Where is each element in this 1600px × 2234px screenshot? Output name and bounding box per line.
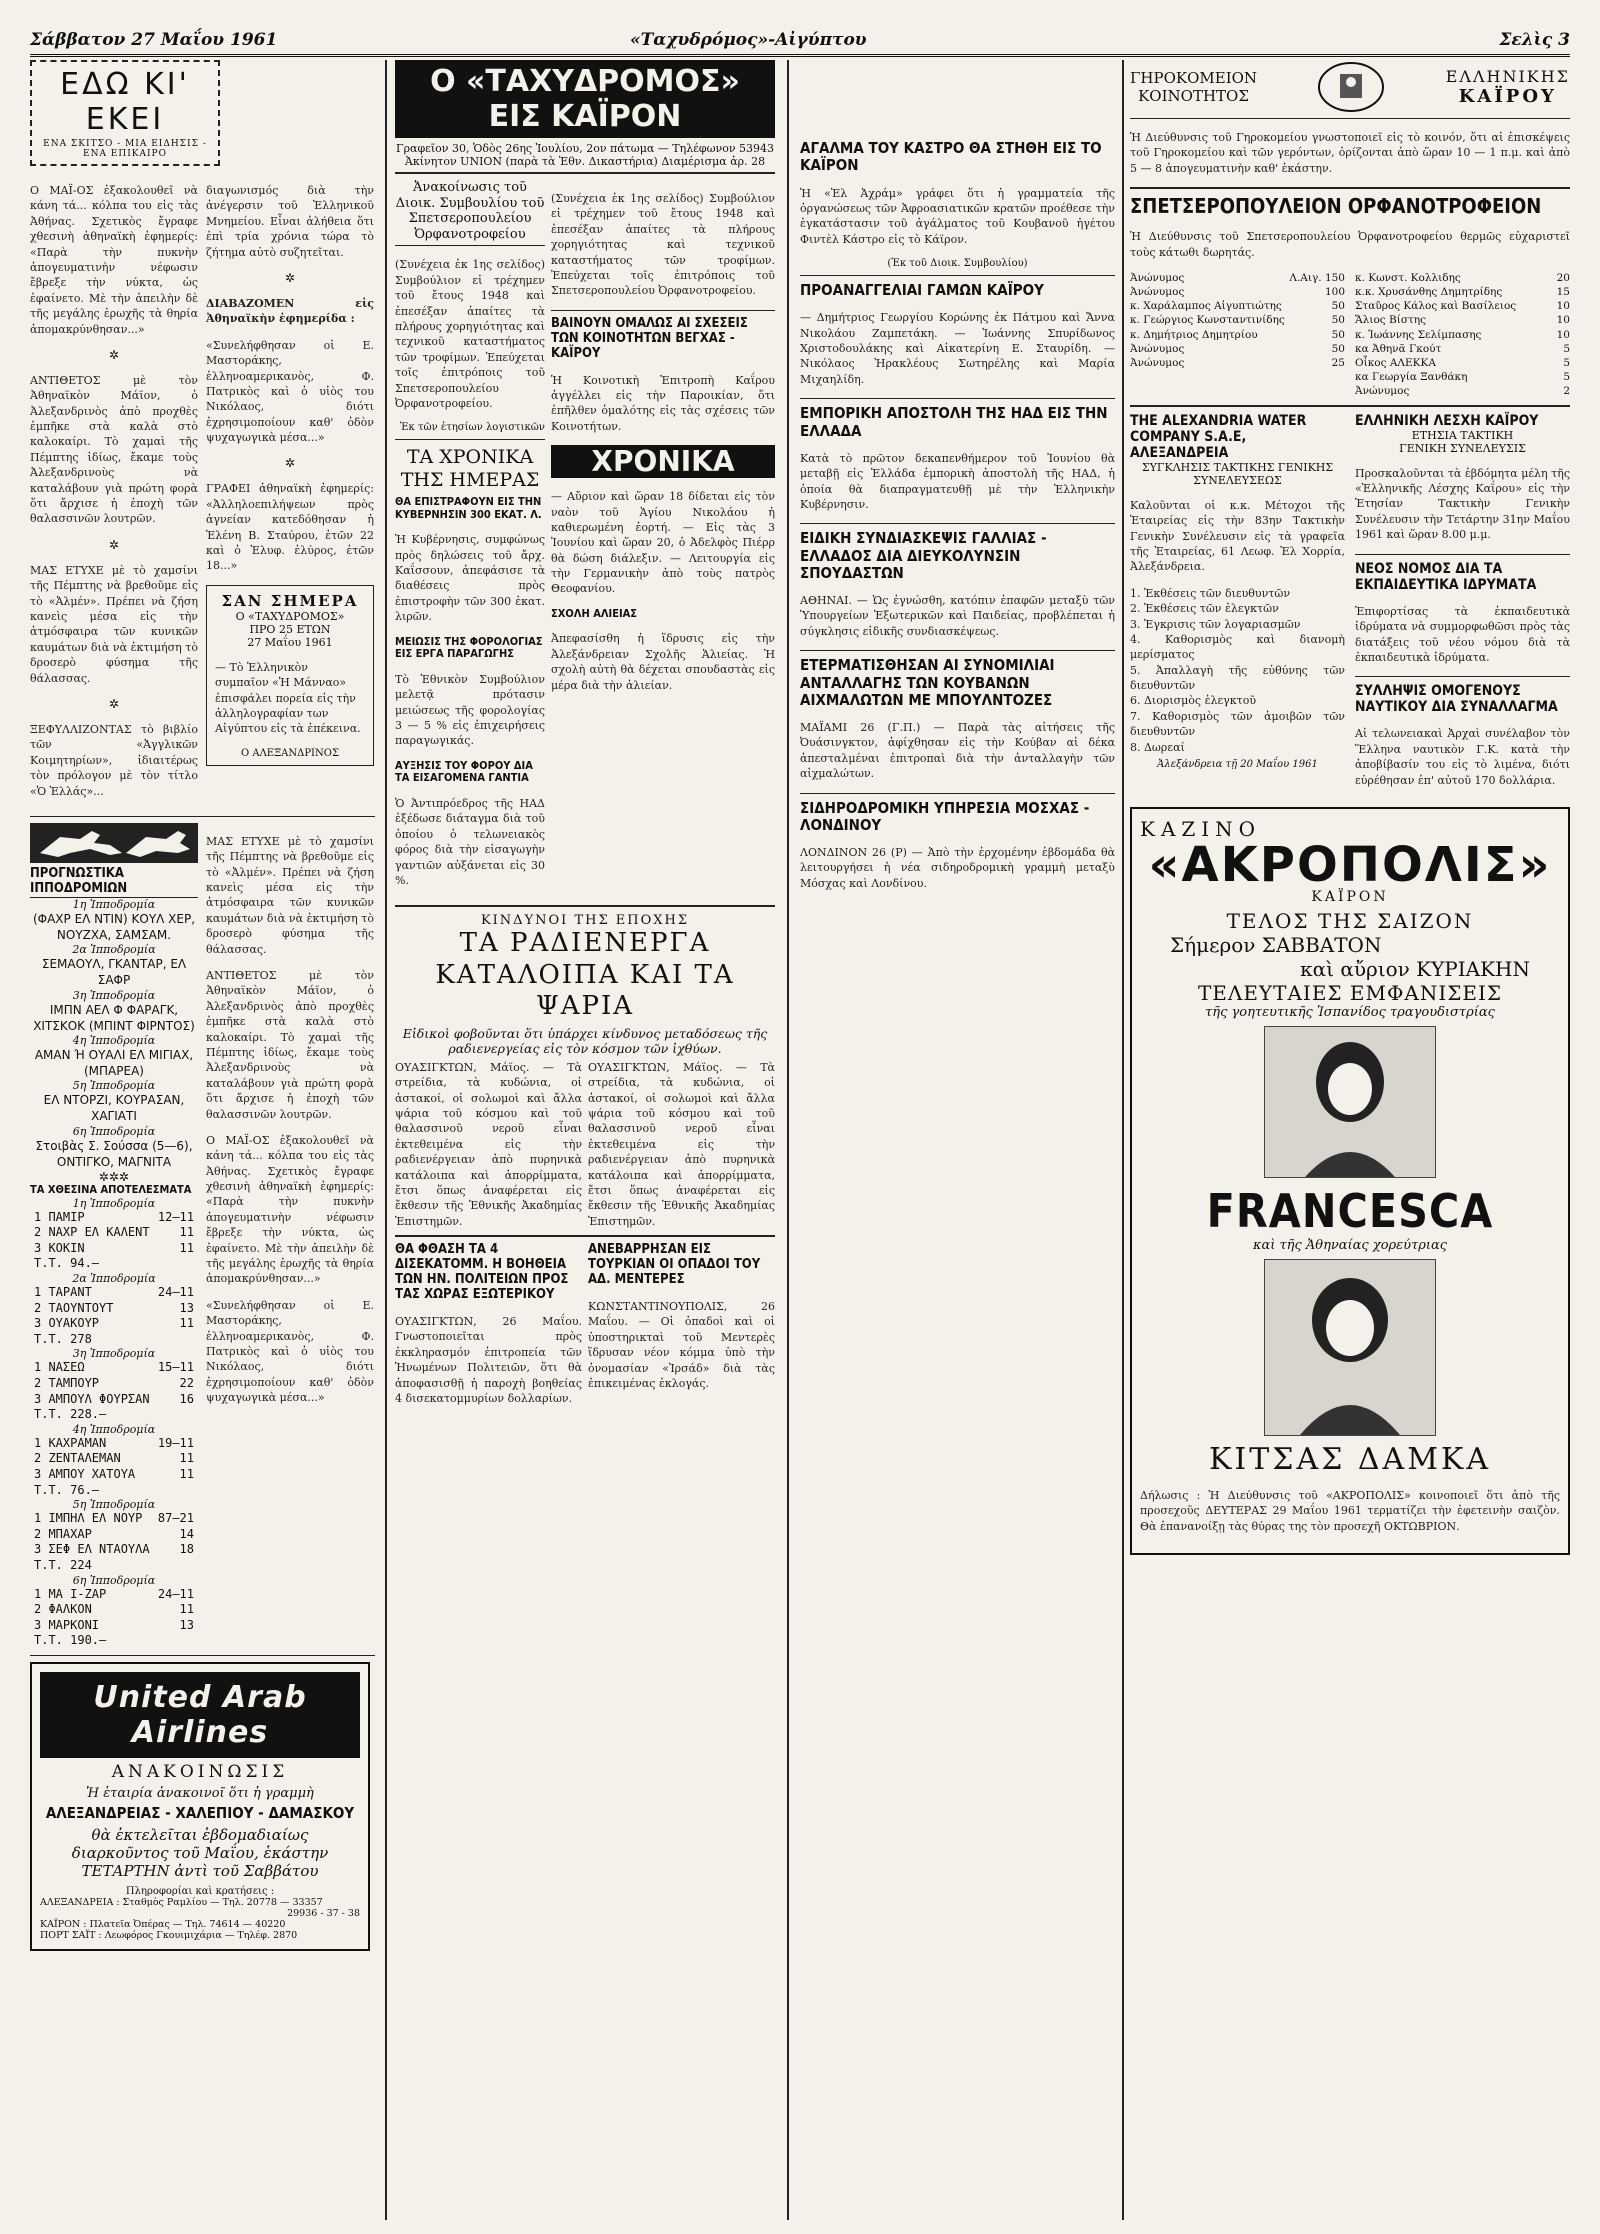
- notice-body: Προσκαλοῦνται τὰ ἐβδόμητα μέλη τῆς «Ἑλληνικῆς Λέσχης Καΐρου» εἰς τὴν Ἐτησίαν Τακτικὴν Γενικὴν Συνέλευσιν τὴν Τετάρτην 31ην Μαΐου 1961 καὶ ὥραν 8.00 μ.μ.: [1355, 466, 1570, 542]
- article-deck: Εἰδικοὶ φοβοῦνται ὅτι ὑπάρχει κίνδυνος μεταδόσεως τῆς ραδιενεργείας εἰς τὸν κόσμον τῶν ἰχθύων.: [402, 1025, 768, 1056]
- article-headline: ΒΑΙΝΟΥΝ ΟΜΑΛΩΣ ΑΙ ΣΧΕΣΕΙΣ ΤΩΝ ΚΟΙΝΟΤΗΤΩΝ ΒΕΓΧΑΣ - ΚΑΪΡΟΥ: [551, 315, 748, 361]
- donor-name: κ.κ. Χρυσάνθης Δημητρίδης: [1355, 286, 1503, 299]
- article-headline: ΕΜΠΟΡΙΚΗ ΑΠΟΣΤΟΛΗ ΤΗΣ ΗΑΔ ΕΙΣ ΤΗΝ ΕΛΛΑΔΑ: [800, 404, 1108, 440]
- result-row: [30, 1527, 198, 1543]
- column-divider: [787, 60, 789, 2220]
- result-odds: 19—11: [157, 1435, 194, 1450]
- result-horse: 2 ΦΑΛΚΟΝ: [34, 1602, 92, 1617]
- donor-name: Ἀνώνυμος: [1130, 342, 1185, 355]
- result-row: [30, 1285, 198, 1301]
- result-row: [30, 1256, 198, 1272]
- singer-photo: [1264, 1026, 1436, 1178]
- article-paragraph: «Συνελήφθησαν οἱ Ε. Μαστοράκης, ἑλληνοαμερικανὸς, Φ. Πατρικὸς καὶ ὁ υἱὸς του Νικόλαος, διότι ἐχρησιμοποίουν καθ' ὁδὸν ψυχαγωγικὰ μέσα...»: [206, 1298, 374, 1405]
- casino-city: ΚΑΪΡΟΝ: [1311, 889, 1389, 906]
- donation-row: [1355, 285, 1570, 299]
- result-row: [30, 1436, 198, 1452]
- donation-amount: 5: [1563, 356, 1570, 369]
- result-odds: 13: [179, 1617, 194, 1632]
- agenda-item: 7. Καθορισμὸς τῶν ἀμοιβῶν τῶν διευθυντῶν: [1130, 709, 1345, 739]
- result-row: [30, 1467, 198, 1483]
- water-company-notice: [1130, 413, 1345, 800]
- ad-route: ΑΛΕΞΑΝΔΡΕΙΑΣ - ΧΑΛΕΠΙΟΥ - ΔΑΜΑΣΚΟΥ: [45, 1803, 355, 1822]
- donation-amount: 5: [1563, 342, 1570, 355]
- race-results: [30, 1197, 198, 1649]
- agenda-item: 4. Καθορισμὸς καὶ διανομὴ μερίσματος: [1130, 632, 1345, 662]
- separator-star: ✲: [108, 537, 120, 552]
- result-odds: 87—21: [157, 1511, 194, 1526]
- result-horse: Τ.Τ. 190.—: [34, 1633, 107, 1648]
- ad-line: καὶ αὔριον ΚΥΡΙΑΚΗΝ: [1300, 957, 1530, 982]
- edo-ki-ekei-box: [30, 60, 220, 166]
- news-headline: ΜΕΙΩΣΙΣ ΤΗΣ ΦΟΡΟΛΟΓΙΑΣ ΕΙΣ ΕΡΓΑ ΠΑΡΑΓΩΓΗΣ: [395, 634, 543, 661]
- result-horse: 2 ΜΠΑΧΑΡ: [34, 1526, 92, 1541]
- newspaper-name: «Ταχυδρόμος»-Αἰγύπτου: [630, 30, 867, 50]
- news-headline: ΑΥΞΗΣΙΣ ΤΟΥ ΦΟΡΟΥ ΔΙΑ ΤΑ ΕΙΣΑΓΟΜΕΝΑ ΓΑΝΤΙΑ: [395, 758, 533, 785]
- donation-row: [1130, 271, 1345, 285]
- article-paragraph: ΓΡΑΦΕΙ ἀθηναϊκὴ ἐφημερίς: «Ἀλληλοεπιλήψεων πρὸς ἀγνείαν κατεδόθησαν ἡ Ἑλένη Β. Σταύρου, ἐτῶν 22 καὶ ὁ Ἐλυφ. ἐλύρος, ἐτῶν 18...»: [206, 482, 374, 573]
- ad-subtitle: ΑΝΑΚΟΙΝΩΣΙΣ: [111, 1761, 289, 1782]
- section-subtitle: ΕΝΑ ΣΚΙΤΣΟ - ΜΙΑ ΕΙΔΗΣΙΣ - ΕΝΑ ΕΠΙΚΑΙΡΟ: [43, 139, 207, 159]
- agenda-item: 5. Ἀπαλλαγὴ τῆς εὐθύνης τῶν διευθυντῶν: [1130, 663, 1345, 693]
- news-body: Ἀπεφασίσθη ἡ ἵδρυσις εἰς τὴν Ἀλεξάνδρειαν Σχολῆς Ἁλιείας. Ἡ σχολὴ αὐτὴ θὰ δέχεται σπουδαστὰς εἰς μέρα διὰ τὴν ἀλιείαν.: [551, 632, 775, 692]
- article-body: ΛΟΝΔΙΝΟΝ 26 (Ρ) — Ἀπὸ τὴν ἐρχομένην ἑβδομάδα θὰ λειτουργήσει ἡ νέα σιδηροδρομικὴ γραμμὴ μεταξὺ Μόσχας καὶ Λονδίνου.: [800, 846, 1115, 890]
- agenda-item: 2. Ἐκθέσεις τῶν ἐλεγκτῶν: [1130, 602, 1279, 616]
- result-row: [30, 1376, 198, 1392]
- article-headline: ΑΓΑΛΜΑ ΤΟΥ ΚΑΣΤΡΟ ΘΑ ΣΤΗΘΗ ΕΙΣ ΤΟ ΚΑΪΡΟΝ: [800, 139, 1102, 175]
- race-prediction: ΑΜΑΝ Ή ΟΥΑΛΙ ΕΛ ΜΙΓΙΑΧ, (ΜΠΑΡΕΑ): [34, 1047, 194, 1079]
- donation-amount: 100: [1324, 286, 1345, 299]
- notice-headline: THE ALEXANDRIA WATER COMPANY S.A.E, ΑΛΕΞΑΝΔΡΕΙΑ: [1130, 412, 1307, 461]
- article-headline: ΤΑ ΡΑΔΙΕΝΕΡΓΑ ΚΑΤΑΛΟΙΠΑ ΚΑΙ ΤΑ ΨΑΡΙΑ: [435, 928, 735, 1021]
- notice-subhead: ΕΤΗΣΙΑ ΤΑΚΤΙΚΗ: [1411, 428, 1514, 442]
- dancer-photo: [1264, 1259, 1436, 1436]
- divider: [30, 816, 375, 817]
- article-paragraph: Ο ΜΑΪ-ΟΣ ἐξακολουθεῖ νὰ κάνη τά... κόλπα του εἰς τὰς Ἀθήνας. Σχετικὸς ἔγραφε χθεσινὴ ἀθηναϊκὴ ἐφημερίς: «Παρὰ τὴν πυκνὴν ἀπογευματινὴν νέφωσιν ἔβρεξε τὴν νύκτα, ὡς ἐφαίνετο. Μὲ τὴν ἀπειλὴν δὲ τῆς μεγάλης ἐρωχῆς τὰ θηρία ἀπομακρύνθησαν...»: [206, 1133, 374, 1286]
- donor-name: κ. Χαράλαμπος Αἰγυπτιώτης: [1130, 300, 1282, 313]
- race-heading: 4η Ἱπποδρομία: [72, 1033, 156, 1047]
- result-row: [30, 1225, 198, 1241]
- header-text: ΓΗΡΟΚΟΜΕΙΟΝ: [1130, 69, 1258, 87]
- race-prediction: Στοιβὰς Σ. Σούσσα (5—6), ΟΝΤΙΓΚΟ, ΜΑΓΝΙΤΑ: [35, 1138, 193, 1169]
- result-row: [30, 1602, 198, 1618]
- header-text: ΚΟΙΝΟΤΗΤΟΣ: [1138, 87, 1249, 105]
- result-horse: 1 ΚΑΧΡΑΜΑΝ: [34, 1435, 107, 1450]
- box-date: 27 Μαΐου 1961: [247, 635, 333, 649]
- article-kicker: ΚΙΝΔΥΝΟΙ ΤΗΣ ΕΠΟΧΗΣ: [480, 913, 690, 929]
- result-row: [30, 1210, 198, 1226]
- notice-headline: ΣΠΕΤΣΕΡΟΠΟΥΛΕΙΟΝ ΟΡΦΑΝΟΤΡΟΦΕΙΟΝ: [1130, 194, 1542, 219]
- race-heading: 1η Ἱπποδρομία: [72, 1196, 156, 1210]
- donation-row: [1355, 299, 1570, 313]
- article-headline: ΘΑ ΦΘΑΣΗ ΤΑ 4 ΔΙΣΕΚΑΤΟΜΜ. Η ΒΟΗΘΕΙΑ ΤΩΝ ΗΝ. ΠΟΛΙΤΕΙΩΝ ΠΡΟΣ ΤΑΣ ΧΩΡΑΣ ΕΞΩΤΕΡΙΚΟΥ: [395, 1242, 569, 1303]
- donation-amount: 50: [1331, 314, 1345, 327]
- box-signature: Ο ΑΛΕΞΑΝΔΡΙΝΟΣ: [240, 747, 340, 759]
- office-address: Ἀκίνητον UNION (παρὰ τὰ Ἐθν. Δικαστήρια) Διαμέρισμα ἀρ. 28: [395, 155, 775, 174]
- article-paragraph: Ο ΜΑΪ-ΟΣ ἐξακολουθεῖ νὰ κάνη τά... κόλπα του εἰς τὰς Ἀθήνας. Σχετικὸς ἔγραφε χθεσινὴ ἀθηναϊκὴ ἐφημερίς: «Παρὰ τὴν πυκνὴν ἀπογευματινὴν νέφωσιν ἔβρεξε τὴν νύκτα, ὡς ἐφαίνετο. Μὲ τὴν ἀπειλὴν δὲ τῆς μεγάλης ἐρωχῆς τὰ θηρία ἀπομακρύνθησαν...»: [30, 184, 198, 336]
- separator-star: ✲: [108, 696, 120, 711]
- subcolumn: [551, 180, 775, 899]
- subcolumn-right-2: [206, 823, 374, 1649]
- column-4: [1130, 60, 1570, 2230]
- result-horse: 3 ΜΑΡΚΟΝΙ: [34, 1617, 100, 1632]
- ad-contact: 29936 - 37 - 38: [287, 1908, 360, 1920]
- result-row: [30, 1618, 198, 1634]
- result-horse: 2 ΝΑΧΡ ΕΛ ΚΑΛΕΝΤ: [34, 1225, 150, 1240]
- donation-amount: 2: [1563, 385, 1570, 398]
- separator-star: ✲: [284, 456, 296, 471]
- donation-list: [1355, 271, 1570, 399]
- donor-name: κ. Ἰωάννης Σελίμπασης: [1355, 328, 1482, 341]
- article-sign: (Ἐκ τοῦ Διοικ. Συμβουλίου): [887, 258, 1028, 270]
- subcolumn: [395, 1243, 582, 1417]
- donation-amount: 5: [1563, 371, 1570, 384]
- ad-line: Σήμερον ΣΑΒΒΑΤΟΝ: [1170, 933, 1382, 958]
- header-right: [1446, 67, 1570, 107]
- donation-amount: 10: [1556, 328, 1570, 341]
- separator-star: ✲: [284, 270, 296, 285]
- donor-name: Οἶκος ΑΛΕΚΚΑ: [1355, 356, 1436, 369]
- donation-amount: 25: [1331, 356, 1345, 369]
- result-odds: 12—11: [157, 1209, 194, 1224]
- page-header: [30, 28, 1570, 57]
- article-body: Ἡ «Ἐλ Ἀχράμ» γράφει ὅτι ἡ γραμματεία τῆς ὀργανώσεως τῶν Ἀφροασιατικῶν κρατῶν προέθεσε τὴν ἐγκατάστασιν τοῦ ἀγάλματος τοῦ Κουβανοῦ ἡγέτου Φιντὲλ Κάστρο εἰς τὸ Κάϊρον.: [800, 186, 1115, 246]
- agenda-item: 3. Ἐγκρισις τῶν λογαριασμῶν: [1130, 617, 1301, 631]
- article-body: ΜΑΪΑΜΙ 26 (Γ.Π.) — Παρὰ τὰς αἰτήσεις τῆς Ὀυάσινγκτον, ἀφίχθησαν εἰς τὴν Κούβαν αἱ δέκα ἀπεσταλμέναι ἐπιτροπαὶ διὰ τὴν ἀνταλλαγὴν τῶν αἰχμαλώτων.: [800, 721, 1115, 781]
- chronika-banner: ΧΡΟΝΙΚΑ: [551, 445, 775, 478]
- result-odds: 11: [179, 1316, 194, 1331]
- performer-name: FRANCESCA: [1206, 1184, 1494, 1239]
- ad-line: διαρκοῦντος τοῦ Μαΐου, ἑκάστην: [71, 1844, 329, 1863]
- article-body: ΟΥΑΣΙΓΚΤΩΝ, 26 Μαΐου. Γνωστοποιεῖται πρὸς ἐκκληρασμόν ἐπιτροπεία τῶν Ἡνωμένων Πολιτειῶν, ὅτι θὰ ἀποφασισθῇ ἡ παροχὴ βοηθείας 4 δισεκατομμυρίων δολλαρίων.: [395, 1314, 582, 1405]
- result-odds: 13: [179, 1300, 194, 1315]
- result-horse: Τ.Τ. 228.—: [34, 1407, 107, 1422]
- article-headline: ΝΕΟΣ ΝΟΜΟΣ ΔΙΑ ΤΑ ΕΚΠΑΙΔΕΥΤΙΚΑ ΙΔΡΥΜΑΤΑ: [1355, 560, 1537, 593]
- notice-body: Καλοῦνται οἱ κ.κ. Μέτοχοι τῆς Ἑταιρείας εἰς τὴν 83ην Τακτικὴν Γενικὴν Συνέλευσιν εἰς τὰ γραφεῖα τῆς Ἑταιρείας, 61 Λεωφ. Ἐλ Χορρία, Ἀλεξάνδρεια.: [1130, 498, 1345, 574]
- section-title: ΕΔΩ ΚΙ' ΕΚΕΙ: [60, 67, 190, 137]
- article-headline: ΤΑ ΧΡΟΝΙΚΑ ΤΗΣ ΗΜΕΡΑΣ: [400, 446, 540, 492]
- article-body: Αἱ τελωνειακαὶ Ἀρχαὶ συνέλαβον τὸν Ἕλληνα ναυτικὸν Γ.Κ. κατὰ τὴν ἀποβίβασίν του εἰς τὸ λιμένα, διότι εὑρέθησαν ἐπ' αὐτοῦ 170 δολλάρια.: [1355, 727, 1570, 787]
- united-arab-airlines-ad: [30, 1662, 370, 1951]
- office-address: Γραφεῖον 30, Ὁδὸς 26ης Ἰουλίου, 2ον πάτωμα — Τηλέφωνον 53943: [395, 142, 775, 155]
- result-horse: 3 ΚΟΚΙΝ: [34, 1240, 85, 1255]
- notice-headline: ΕΛΛΗΝΙΚΗ ΛΕΣΧΗ ΚΑΪΡΟΥ: [1355, 412, 1539, 429]
- result-horse: Τ.Τ. 224: [34, 1557, 92, 1572]
- race-prediction: ΙΜΠΝ ΑΕΛ Φ ΦΑΡΑΓΚ, ΧΙΤΣΚΟΚ (ΜΠΙΝΤ ΦΙΡΝΤΟΣ): [33, 1002, 195, 1033]
- horse-section-title: ΠΡΟΓΝΩΣΤΙΚΑ ΙΠΠΟΔΡΟΜΙΩΝ: [30, 867, 198, 898]
- donor-name: κ. Γεώργιος Κωνσταντινίδης: [1130, 314, 1285, 327]
- result-row: [30, 1392, 198, 1408]
- results-title: ΤΑ ΧΘΕΣΙΝΑ ΑΠΟΤΕΛΕΣΜΑΤΑ: [30, 1183, 192, 1197]
- old-age-home-header: [1130, 60, 1570, 119]
- race-heading: 1η Ἱπποδρομία: [72, 897, 156, 911]
- article-paragraph: ΜΑΣ ΕΤΥΧΕ μὲ τὸ χαμσίνι τῆς Πέμπτης νὰ βρεθοῦμε εἰς τὸ «Ἀλμέν». Πρέπει νὰ ζήση κανεὶς μέσα εἰς τὴν ἀτμόσφαιρα τῶν κυνικῶν καυμάτων διὰ νὰ ἐκτιμήση τὸ δροσερὸ φύσημα τῆς θάλασσας.: [206, 834, 374, 956]
- result-horse: 1 ΤΑΡΑΝΤ: [34, 1285, 92, 1300]
- donation-row: [1355, 342, 1570, 356]
- donor-name: κ. Κωνστ. Κολλιδης: [1355, 271, 1461, 284]
- subcolumn: [588, 1243, 775, 1417]
- race-heading: 3η Ἱπποδρομία: [72, 1347, 156, 1361]
- article-body: ΟΥΑΣΙΓΚΤΩΝ, Μάϊος. — Τὰ στρείδια, τὰ κυδώνια, οἱ ἀστακοί, οἱ σολωμοὶ καὶ ἄλλα ψάρια τοῦ κόσμου καὶ τοῦ θαλασσινοῦ νεροῦ εἶναι ἐκτεθειμένα εἰς τὴν ραδιενέργειαν ἀπὸ πυρηνικὰ κατάλοιπα καὶ ἀπορρίμματα, ἔτσι ὅπως ἀναφέρεται εἰς ἔκθεσιν τῆς Ἐθνικῆς Ἀκαδημίας Ἐπιστημῶν.: [395, 1060, 582, 1228]
- result-odds: 24—11: [157, 1586, 194, 1601]
- result-row: [30, 1241, 198, 1257]
- race-heading: 5η Ἱπποδρομία: [72, 1498, 156, 1512]
- race-heading: 2α Ἱπποδρομία: [72, 1272, 156, 1286]
- divider: [30, 1655, 375, 1656]
- cairo-section-banner: Ο «ΤΑΧΥΔΡΟΜΟΣ» ΕΙΣ ΚΑΪΡΟΝ: [395, 60, 775, 138]
- result-horse: Τ.Τ. 94.—: [34, 1256, 100, 1271]
- article-body: (Συνέχεια ἐκ 1ης σελίδος) Συμβούλιον εἰ τρέχημεν τοῦ ἔτους 1948 καὶ ἐπεσέξαν ἀπαίτες τὰ πλήρους χορηγιότητας καὶ τεχνικοῦ καταστήματος τῶν τροφίμων. Ἐπεύχεται τοῖς ἐπιτρόποις τοῦ Σπετσεροπουλείου Ὀρφανοτροφείου.: [395, 258, 545, 410]
- news-headline: ΘΑ ΕΠΙΣΤΡΑΦΟΥΝ ΕΙΣ ΤΗΝ ΚΥΒΕΡΝΗΣΙΝ 300 ΕΚΑΤ. Λ.: [395, 494, 542, 521]
- column-divider: [1122, 60, 1124, 2220]
- san-simera-box: [206, 585, 374, 766]
- result-horse: 3 ΟΥΑΚΟΥΡ: [34, 1316, 100, 1331]
- donor-name: Ἀνώνυμος: [1355, 385, 1410, 398]
- donation-row: [1130, 356, 1345, 370]
- notice-subhead: ΓΕΝΙΚΗ ΣΥΝΕΛΕΥΣΙΣ: [1399, 441, 1526, 455]
- ad-info: Πληροφορίαι καὶ κρατήσεις :: [125, 1886, 275, 1898]
- ad-line: Ἡ ἑταιρία ἀνακοινοῖ ὅτι ἡ γραμμὴ: [86, 1785, 314, 1801]
- donation-row: [1355, 370, 1570, 384]
- race-heading: 6η Ἱπποδρομία: [72, 1124, 156, 1138]
- donation-row: [1355, 384, 1570, 398]
- result-odds: 24—11: [157, 1285, 194, 1300]
- result-odds: 11: [179, 1602, 194, 1617]
- result-odds: 11: [179, 1225, 194, 1240]
- header-left: [1130, 69, 1257, 105]
- article-headline: ΕΙΔΙΚΗ ΣΥΝΔΙΑΣΚΕΨΙΣ ΓΑΛΛΙΑΣ - ΕΛΛΑΔΟΣ ΔΙΑ ΔΙΕΥΚΟΛΥΝΣΙΝ ΣΠΟΥΔΑΣΤΩΝ: [800, 529, 1047, 582]
- box-title: ΣΑΝ ΣΗΜΕΡΑ: [221, 591, 359, 610]
- result-row: [30, 1633, 198, 1649]
- ad-contact: ΠΟΡΤ ΣΑΪΤ : Λεωφόρος Γκουιμιχάρια — Τηλέφ. 2870: [40, 1930, 298, 1942]
- separator-stars: ✲✲✲: [98, 1170, 130, 1185]
- article-headline: ΣΥΛΛΗΨΙΣ ΟΜΟΓΕΝΟΥΣ ΝΑΥΤΙΚΟΥ ΔΙΑ ΣΥΝΑΛΛΑΓΜΑ: [1355, 683, 1558, 716]
- notice-body: Ἡ Διεύθυνσις τοῦ Γηροκομείου γνωστοποιεῖ εἰς τὸ κοινόν, ὅτι αἱ ἐπισκέψεις τοῦ Γηροκομείου καὶ τῶν γερόντων, ὁρίζονται ἀπὸ ὥραν 10 — 1 π.μ. καὶ ἀπὸ 5 — 8 ἀπογευματινὴν καθ' ἑκάστην.: [1130, 131, 1570, 175]
- article-headline: ΠΡΟΑΝΑΓΓΕΛΙΑΙ ΓΑΜΩΝ ΚΑΪΡΟΥ: [800, 281, 1044, 300]
- ad-line: ΤΕΛΕΥΤΑΙΕΣ ΕΜΦΑΝΙΣΕΙΣ: [1197, 981, 1503, 1006]
- header-text: ΕΛΛΗΝΙΚΗΣ: [1445, 67, 1570, 86]
- issue-date: Σάββατον 27 Μαΐου 1961: [30, 30, 278, 50]
- donation-row: [1355, 271, 1570, 285]
- donor-name: Σταῦρος Κάλος καὶ Βασίλειος: [1355, 300, 1517, 313]
- result-horse: 1 ΜΑ Ι-ΖΑΡ: [34, 1586, 107, 1601]
- article-body: Κατὰ τὸ πρῶτον δεκαπενθήμερον τοῦ Ἰουνίου θὰ μεταβῇ εἰς Ἑλλάδα ἐμπορικὴ ἀποστολὴ τῆς ΗΑΔ, ἡ ὁποία θὰ διαπραγματευθῇ μὲ τὴν Ἑλληνικὴν Κυβέρνησιν.: [800, 451, 1115, 511]
- airline-logo: United Arab Airlines: [40, 1672, 360, 1758]
- donor-name: Ἀνώνυμος: [1130, 356, 1185, 369]
- article-body: Ἡ Κοινοτικὴ Ἐπιτροπὴ Καΐρου ἀγγέλλει εἰς τὴν Παροικίαν, ὅτι ἐπῆλθεν ὁμαλότης εἰς τὰς σχέσεις τῶν Κοινοτήτων.: [551, 373, 775, 433]
- article-headline: ΕΤΕΡΜΑΤΙΣΘΗΣΑΝ ΑΙ ΣΥΝΟΜΙΛΙΑΙ ΑΝΤΑΛΛΑΓΗΣ ΤΩΝ ΚΟΥΒΑΝΩΝ ΑΙΧΜΑΛΩΤΩΝ ΜΕ ΜΠΟΥΛΝΤΟΖΕΣ: [800, 656, 1055, 709]
- agenda-item: 8. Δωρεαί: [1130, 740, 1185, 754]
- article-paragraph: ΑΝΤΙΘΕΤΟΣ μὲ τὸν Ἀθηναϊκὸν Μάϊον, ὁ Ἀλεξανδρινὸς ἀπὸ προχθὲς ἐμπῆκε στὰ καλὰ στὸ καλοκαίρι. Τὸ χαμαὶ τῆς Πέμπτης ἰδίως, ἔκαμε τοὺς Ἀλεξανδρινοὺς νὰ καταλάβουν γιὰ πρώτη φορὰ ὅτι ἄρχισε ἡ ἐποχὴ τῶν θαλασσινῶν λουτρῶν.: [206, 969, 374, 1121]
- horse-race-illustration: [30, 823, 198, 863]
- agenda-item: 1. Ἐκθέσεις τῶν διευθυντῶν: [1130, 586, 1291, 600]
- result-horse: Τ.Τ. 76.—: [34, 1482, 100, 1497]
- result-odds: 14: [179, 1526, 194, 1541]
- donation-row: [1355, 313, 1570, 327]
- result-row: [30, 1587, 198, 1603]
- column-2: [395, 60, 775, 2230]
- page-number: Σελὶς 3: [1499, 30, 1570, 50]
- donation-amount: 20: [1556, 271, 1570, 284]
- ad-line: καὶ τῆς Ἀθηναίας χορεύτριας: [1252, 1238, 1448, 1254]
- result-horse: 3 ΑΜΠΟΥ ΧΑΤΟΥΑ: [34, 1466, 136, 1481]
- result-horse: 2 ΤΑΜΠΟΥΡ: [34, 1376, 100, 1390]
- donation-amount: 50: [1331, 328, 1345, 341]
- donation-row: [1130, 313, 1345, 327]
- race-heading: 2α Ἱπποδρομία: [72, 943, 156, 957]
- ad-kicker: ΚΑΖΙΝΟ: [1140, 817, 1262, 842]
- donor-name: κ. Δημήτριος Δημητρίου: [1130, 328, 1258, 341]
- news-body: Ὁ Ἀντιπρόεδρος τῆς ΗΑΔ ἐξέδωσε διάταγμα διὰ τοῦ ὁποίου ὁ τελωνειακὸς φόρος διὰ τὴν εἰσαγωγὴν γαντιῶν αὐξάνεται εἰς 30 %.: [395, 797, 545, 887]
- result-row: [30, 1332, 198, 1348]
- donation-amount: 10: [1556, 314, 1570, 327]
- result-odds: 15—11: [157, 1360, 194, 1375]
- article-body: ΚΩΝΣΤΑΝΤΙΝΟΥΠΟΛΙΣ, 26 Μαΐου. — Οἱ ὀπαδοὶ καὶ οἱ ὑποστηρικταὶ τοῦ Μεντερὲς ἵδρυσαν νέον κόμμα ὑπὸ τὴν ὀνομασίαν «Ἰρσάδ» διὰ τὰς ἐπικειμένας ἐκλογάς.: [588, 1300, 775, 1390]
- subcolumn-right: [206, 172, 374, 810]
- horse-icon: [30, 823, 198, 863]
- ad-line: ΤΕΛΟΣ ΤΗΣ ΣΑΙΖΟΝ: [1226, 909, 1474, 934]
- article-paragraph: ΜΑΣ ΕΤΥΧΕ μὲ τὸ χαμσίνι τῆς Πέμπτης νὰ βρεθοῦμε εἰς τὸ «Ἀλμέν». Πρέπει νὰ ζήση κανεὶς μέσα εἰς τὴν ἀτμόσφαιρα τῶν κυνικῶν καυμάτων διὰ νὰ ἐκτιμήση τὸ δροσερὸ φύσημα τῆς θάλασσας.: [30, 563, 198, 685]
- donor-name: κα Ἀθηνᾶ Γκούτ: [1355, 342, 1442, 355]
- result-row: [30, 1360, 198, 1376]
- column-divider: [385, 60, 387, 2220]
- donor-name: Ἀνώνυμος: [1130, 286, 1185, 299]
- result-horse: 1 ΙΜΠΗΛ ΕΛ ΝΟΥΡ: [34, 1511, 143, 1526]
- donation-amount: Λ.Αιγ. 150: [1289, 271, 1345, 284]
- agenda-item: 6. Διορισμὸς ἐλεγκτοῦ: [1130, 694, 1257, 708]
- result-row: [30, 1558, 198, 1574]
- result-row: [30, 1483, 198, 1499]
- result-horse: 3 ΑΜΠΟΥΛ ΦΟΥΡΣΑΝ: [34, 1391, 150, 1406]
- race-heading: 4η Ἱπποδρομία: [72, 1422, 156, 1436]
- result-row: [30, 1451, 198, 1467]
- club-notice: [1355, 413, 1570, 800]
- agenda-list: [1130, 586, 1345, 755]
- result-row: [30, 1407, 198, 1423]
- article-body: Ἐπιφορτίσας τὰ ἐκπαιδευτικὰ ἱδρύματα νὰ συμμορφωθῶσι πρὸς τὰς διατάξεις τοῦ νέου νόμου διὰ τὰ ἐκπαιδευτικὰ ἱδρύματα.: [1355, 604, 1570, 664]
- separator-star: ✲: [108, 347, 120, 362]
- result-odds: 11: [179, 1466, 194, 1481]
- race-predictions: [30, 898, 198, 1170]
- result-odds: 22: [179, 1376, 194, 1390]
- article-sign: Ἐκ τῶν ἐτησίων λογιστικῶν: [400, 422, 545, 434]
- result-odds: 18: [179, 1542, 194, 1557]
- donor-name: Ἀνώνυμος: [1130, 271, 1185, 284]
- news-headline: ΣΧΟΛΗ ΑΛΙΕΙΑΣ: [551, 606, 638, 620]
- result-odds: 11: [179, 1240, 194, 1255]
- casino-akropolis-ad: [1130, 807, 1570, 1555]
- result-odds: 16: [179, 1391, 194, 1406]
- header-text: ΚΑΪΡΟΥ: [1458, 86, 1557, 107]
- donation-row: [1130, 342, 1345, 356]
- article-paragraph: ΞΕΦΥΛΛΙΖΟΝΤΑΣ τὸ βιβλίο τῶν «Ἀγγλικῶν Κοιμητηρίων», ἰδιαιτέρως τὸν πρόλογον μὲ τὸν τίτλο «Ὁ Ἑλλάς»...: [30, 722, 198, 798]
- result-row: [30, 1542, 198, 1558]
- article-paragraph: ΑΝΤΙΘΕΤΟΣ μὲ τὸν Ἀθηναϊκὸν Μάϊον, ὁ Ἀλεξανδρινὸς ἀπὸ προχθὲς ἐμπῆκε στὰ καλὰ στὸ καλοκαίρι. Τὸ χαμαὶ τῆς Πέμπτης ἰδίως, ἔκαμε τοὺς Ἀλεξανδρινοὺς νὰ καταλάβουν γιὰ πρώτη φορὰ ὅτι ἄρχισε ἡ ἐποχὴ τῶν θαλασσινῶν λουτρῶν.: [30, 373, 198, 526]
- result-row: [30, 1316, 198, 1332]
- notice-body: Ἡ Διεύθυνσις τοῦ Σπετσεροπουλείου Ὀρφανοτροφείου θερμῶς εὐχαριστεῖ τοὺς κάτωθι δωρητάς.: [1130, 230, 1570, 259]
- donation-row: [1130, 285, 1345, 299]
- article-body: — Δημήτριος Γεωργίου Κορώνης ἐκ Πάτμου καὶ Ἄννα Νικολάου Ζαμπετάκη. — Ἰωάννης Σπυρίδωνος Χριστοδουλάκης καὶ Αἰκατερίνη Ε. Σταυρίδη. — Νικόλαος Ἡρακλέους Σωτηρέλης καὶ Μαρία Μιχαηλίδη.: [800, 311, 1115, 386]
- ad-contact: ΚΑΪΡΟΝ : Πλατεῖα Ὀπέρας — Τηλ. 74614 — 40220: [40, 1919, 286, 1931]
- article-headline: ΣΙΔΗΡΟΔΡΟΜΙΚΗ ΥΠΗΡΕΣΙΑ ΜΟΣΧΑΣ - ΛΟΝΔΙΝΟΥ: [800, 798, 1090, 834]
- result-horse: 3 ΣΕΦ ΕΛ ΝΤΑΟΥΛΑ: [34, 1542, 150, 1557]
- ad-footnote: Δήλωσις : Ἡ Διεύθυνσις τοῦ «ΑΚΡΟΠΟΛΙΣ» κοινοποιεῖ ὅτι ἀπὸ τῆς προσεχοῦς ΔΕΥΤΕΡΑΣ 29 Μαΐου 1961 τερματίζει τὴν ἐφετεινὴν σαιζὸν. Θὰ ἐπανανοίξῃ τὰς θύρας της τὸν προσεχῆ ΟΚΤΩΒΡΙΟΝ.: [1140, 1489, 1560, 1533]
- donation-row: [1130, 299, 1345, 313]
- race-heading: 6η Ἱπποδρομία: [72, 1573, 156, 1587]
- chronika-body: — Αὔριον καὶ ὥραν 18 δίδεται εἰς τὸν ναὸν τοῦ Ἁγίου Νικολάου ἡ καθιερωμένη ἐορτή. — Εἰς τὰς 3 Ἰουνίου καὶ ὥραν 20, ὁ Ἀδελφὸς Πιέρρ θὰ δώση διάλεξιν. — Λειτουργία εἰς τὴν Γερμανικὴν ἀπὸ τοὺς πατρὸς Θεοφανίου.: [551, 490, 775, 596]
- race-prediction: ΕΛ ΝΤΟΡΖΙ, ΚΟΥΡΑΣΑΝ, ΧΑΓΙΑΤΙ: [43, 1093, 185, 1124]
- article-headline: ΑΝΕΒΑΡΡΗΣΑΝ ΕΙΣ ΤΟΥΡΚΙΑΝ ΟΙ ΟΠΑΔΟΙ ΤΟΥ ΑΔ. ΜΕΝΤΕΡΕΣ: [588, 1242, 761, 1288]
- donation-row: [1355, 328, 1570, 342]
- article-body: ΟΥΑΣΙΓΚΤΩΝ, Μάϊος. — Τὰ στρείδια, τὰ κυδώνια, οἱ ἀστακοί, οἱ σολωμοὶ καὶ ἄλλα ψάρια τοῦ κόσμου καὶ τοῦ θαλασσινοῦ νεροῦ εἶναι ἐκτεθειμένα εἰς τὴν ραδιενέργειαν ἀπὸ πυρηνικὰ κατάλοιπα καὶ ἀπορρίμματα, ἔτσι ὅπως ἀναφέρεται εἰς ἔκθεσιν τῆς Ἐθνικῆς Ἀκαδημίας Ἐπιστημῶν.: [588, 1060, 775, 1228]
- emblem-icon: [1316, 60, 1386, 114]
- notice-subhead: ΣΥΓΚΛΗΣΙΣ ΤΑΚΤΙΚΗΣ ΓΕΝΙΚΗΣ ΣΥΝΕΛΕΥΣΕΩΣ: [1141, 460, 1334, 487]
- donation-amount: 10: [1556, 300, 1570, 313]
- donation-list: [1130, 271, 1345, 399]
- news-body: Ἡ Κυβέρνησις, συμφώνως πρὸς δηλώσεις τοῦ ἄρχ. Καΐσσουν, ἀπεφάσισε τὰ διαθέσεις πρὸς ἐπιστροφὴν τῶν 300 ἑκατ. λιρῶν.: [395, 533, 545, 624]
- casino-name: «ΑΚΡΟΠΟΛΙΣ»: [1148, 837, 1552, 894]
- notice-date: Ἀλεξάνδρεια τῇ 20 Μαΐου 1961: [1157, 759, 1318, 771]
- donation-amount: 15: [1556, 286, 1570, 299]
- result-horse: 2 ΖΕΝΤΑΛΕΜΑΝ: [34, 1451, 121, 1466]
- result-horse: 2 ΤΑΟΥΝΤΟΥΤ: [34, 1300, 114, 1315]
- article-paragraph: διαγωνισμός διὰ τὴν ἀνέγερσιν τοῦ Ἑλληνικοῦ Μνημείου. Εἶναι ἀλήθεια ὅτι ἐπὶ τρία χρόνια τώρα τὸ ζήτημα αὐτὸ συζητεῖται.: [206, 184, 374, 259]
- result-horse: Τ.Τ. 278: [34, 1331, 92, 1346]
- subcolumn-left: [30, 172, 198, 810]
- news-body: Τὸ Ἐθνικὸν Συμβούλιον μελετᾷ πρότασιν μειώσεως τῆς φορολογίας 3 — 5 % εἰς ἐπιχειρήσεις παραγωγικάς.: [395, 672, 545, 748]
- box-subtitle: Ο «ΤΑΧΥΔΡΟΜΟΣ»: [235, 609, 345, 623]
- ad-line: θὰ ἐκτελεῖται ἑβδομαδιαίως: [91, 1826, 309, 1845]
- donation-amount: 50: [1331, 300, 1345, 313]
- article-headline: Ἀνακοίνωσις τοῦ Διοικ. Συμβουλίου τοῦ Σπετσεροπουλείου Ὀρφανοτροφείου: [395, 180, 545, 246]
- race-heading: 3η Ἱπποδρομία: [72, 988, 156, 1002]
- article-lead: ΔΙΑΒΑΖΟΜΕΝ εἰς Ἀθηναϊκὴν ἐφημερίδα :: [206, 296, 374, 326]
- subcolumn: [395, 180, 545, 899]
- ad-line: τῆς γοητευτικῆς Ἰσπανίδος τραγουδιστρίας: [1205, 1005, 1495, 1021]
- performer-name: ΚΙΤΣΑΣ ΔΑΜΚΑ: [1208, 1442, 1492, 1478]
- race-heading: 5η Ἱπποδρομία: [72, 1079, 156, 1093]
- donor-name: Ἄλιος Βίστης: [1355, 314, 1426, 327]
- horse-racing-column: [30, 823, 198, 1649]
- ad-contact: ΑΛΕΞΑΝΔΡΕΙΑ : Σταθμὸς Ραμλίου — Τηλ. 20778 — 33357: [40, 1897, 323, 1909]
- column-1: [30, 60, 375, 2230]
- result-horse: 1 ΝΑΣΕΩ: [34, 1360, 85, 1375]
- result-horse: 1 ΠΑΜΙΡ: [34, 1209, 85, 1224]
- result-row: [30, 1511, 198, 1527]
- box-subtitle: ΠΡΟ 25 ΕΤΩΝ: [249, 622, 331, 636]
- ad-line: ΤΕΤΑΡΤΗΝ ἀντὶ τοῦ Σαββάτου: [81, 1862, 319, 1881]
- article-paragraph: «Συνελήφθησαν οἱ Ε. Μαστοράκης, ἑλληνοαμερικανὸς, Φ. Πατρικὸς καὶ ὁ υἱὸς του Νικόλαος, διότι ἐχρησιμοποίουν καθ' ὁδὸν ψυχαγωγικὰ μέσα...»: [206, 338, 374, 445]
- race-prediction: (ΦΑΧΡ ΕΛ ΝΤΙΝ) ΚΟΥΛ ΧΕΡ, ΝΟΥΖΧΑ, ΣΑΜΣΑΜ.: [32, 911, 196, 942]
- donor-name: κα Γεωργία Ξανθάκη: [1355, 371, 1468, 384]
- result-odds: 11: [179, 1451, 194, 1466]
- donation-row: [1130, 328, 1345, 342]
- article-body: ΑΘΗΝΑΙ. — Ὡς ἐγνώσθη, κατόπιν ἐπαφῶν μεταξὺ τῶν Ὑπουργείων Ἐξωτερικῶν καὶ Παιδείας, προβλέπεται ἡ σύγκλησις εἰδικῆς συνδιασκέψεως.: [800, 594, 1115, 638]
- donation-row: [1355, 356, 1570, 370]
- article-body: (Συνέχεια ἐκ 1ης σελίδος) Συμβούλιον εἰ τρέχημεν τοῦ ἔτους 1948 καὶ ἐπεσέξαν ἀπαίτες τὰ πλήρους χορηγιότητας καὶ τεχνικοῦ καταστήματος τῶν τροφίμων. Ἐπεύχεται τοῖς ἐπιτρόποις τοῦ Σπετσεροπουλείου Ὀρφανοτροφείου.: [551, 192, 775, 298]
- donation-amount: 50: [1331, 342, 1345, 355]
- race-prediction: ΣΕΜΑΟΥΛ, ΓΚΑΝΤΑΡ, ΕΛ ΣΑΦΡ: [41, 957, 187, 988]
- result-row: [30, 1301, 198, 1317]
- column-3: [800, 60, 1115, 2230]
- box-text: — Τὸ Ἑλληνικὸν συμπαῖον «Ἡ Μάνναο» ἐπισφάλει πορεία εἰς τὴν ἀλληλογραφίαν των Αἰγύπτου εἰς τὰ ἐπέκεινα.: [215, 660, 361, 736]
